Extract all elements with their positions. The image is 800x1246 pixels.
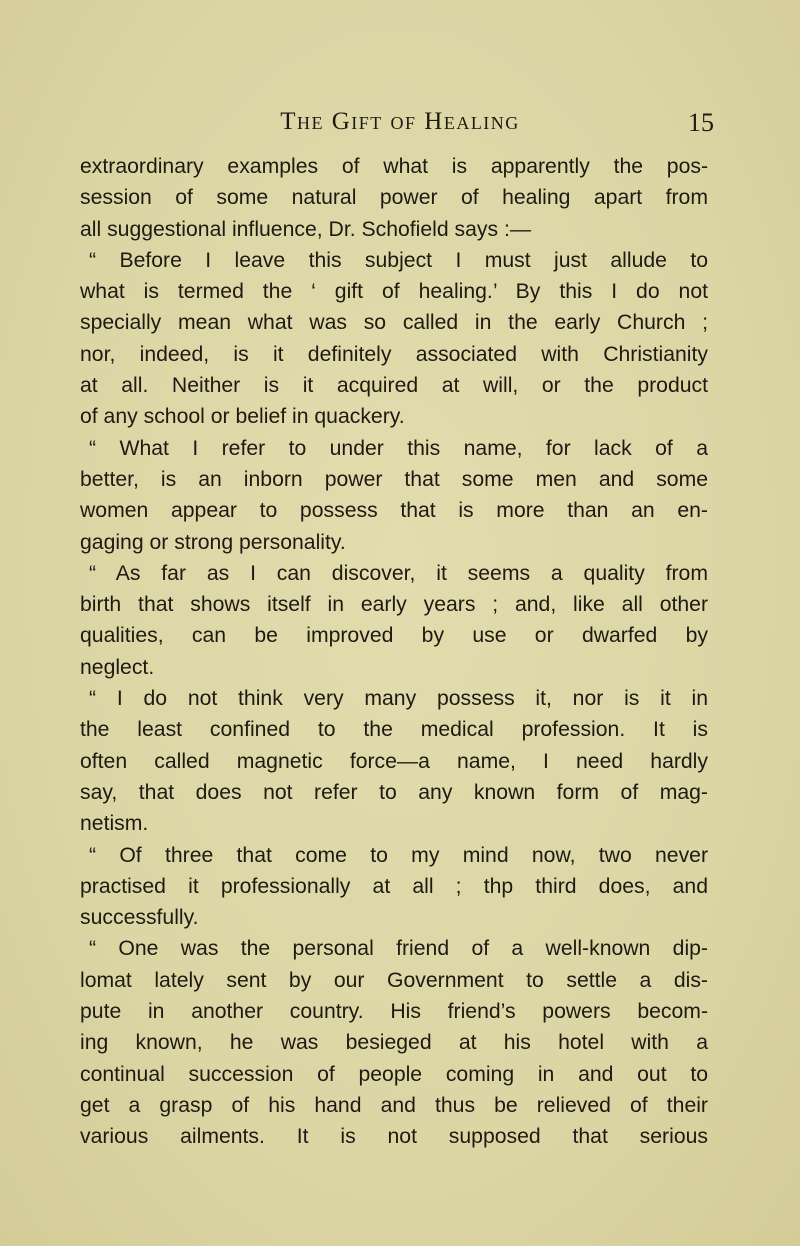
text-line: better, is an inborn power that some men and some <box>80 467 708 491</box>
text-line: nor, indeed, is it definitely associated with Christianity <box>80 342 708 366</box>
text-line: all suggestional influence, Dr. Schofield says :— <box>80 217 532 241</box>
text-line: “ What I refer to under this name, for lack of a <box>89 436 708 460</box>
text-line: “ One was the personal friend of a well-known dip- <box>89 937 708 961</box>
text-line: birth that shows itself in early years ; and, like all other <box>80 593 708 617</box>
text-line: continual succession of people coming in and out to <box>80 1062 708 1086</box>
text-line: qualities, can be improved by use or dwarfed by <box>80 624 708 648</box>
text-line: often called magnetic force—a name, I need hardly <box>80 749 708 773</box>
body-text <box>80 151 708 1153</box>
text-line: various ailments. It is not supposed that serious <box>80 1125 708 1149</box>
text-line: “ I do not think very many possess it, nor is it in <box>89 687 708 711</box>
text-line: “ As far as I can discover, it seems a quality from <box>89 561 708 585</box>
text-line: “ Before I leave this subject I must just allude to <box>89 248 708 272</box>
text-line: what is termed the ‘ gift of healing.’ By this I do not <box>80 280 708 304</box>
text-line: say, that does not refer to any known form of mag- <box>80 780 708 804</box>
text-line: of any school or belief in quackery. <box>80 405 405 429</box>
text-line: women appear to possess that is more than an en- <box>80 499 708 523</box>
text-line: pute in another country. His friend’s powers becom- <box>80 1000 708 1024</box>
text-line: at all. Neither is it acquired at will, or the product <box>80 374 708 398</box>
text-line: lomat lately sent by our Government to settle a dis- <box>80 968 708 992</box>
text-line: successfully. <box>80 906 199 930</box>
text-line: the least confined to the medical profession. It is <box>80 718 708 742</box>
text-line: get a grasp of his hand and thus be relieved of their <box>80 1093 708 1117</box>
text-line: session of some natural power of healing apart from <box>80 186 708 210</box>
text-line: netism. <box>80 812 149 836</box>
text-line: extraordinary examples of what is apparently the pos- <box>80 155 708 178</box>
page-header <box>0 108 800 144</box>
text-line: ing known, he was besieged at his hotel with a <box>80 1031 708 1055</box>
text-line: gaging or strong personality. <box>80 530 346 554</box>
text-line: neglect. <box>80 655 155 679</box>
text-line: specially mean what was so called in the early Church ; <box>80 311 708 335</box>
text-line: practised it professionally at all ; thp third does, and <box>80 874 708 898</box>
running-head: The Gift of Healing <box>280 108 520 135</box>
text-line: “ Of three that come to my mind now, two never <box>89 843 708 867</box>
page-number: 15 <box>688 108 714 137</box>
